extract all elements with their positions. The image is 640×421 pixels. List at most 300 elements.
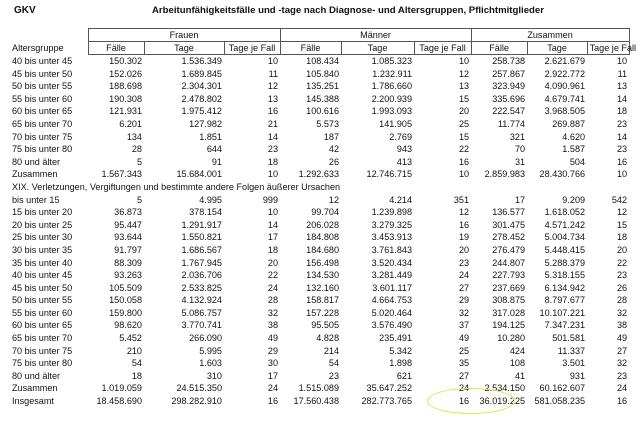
value-cell: 105.509 [109, 282, 142, 293]
value-cell: 136.577 [492, 207, 526, 218]
section-2-heading [12, 181, 629, 194]
value-cell: 3.279.325 [371, 219, 413, 230]
value-cell: 28.430.766 [539, 169, 586, 180]
value-cell: 1.587 [562, 144, 586, 155]
value-cell: 2.859.983 [484, 169, 526, 180]
value-cell: 413 [396, 156, 413, 167]
age-group-cell: Zusammen [12, 169, 58, 180]
value-cell: 4.664.753 [371, 295, 413, 306]
value-cell: 32 [458, 307, 470, 318]
value-cell: 3.520.434 [371, 257, 413, 268]
value-cell: 1.085.323 [371, 56, 413, 66]
value-cell: 5.448.415 [544, 244, 586, 255]
table-row [12, 194, 629, 207]
age-group-cell: Zusammen [12, 383, 58, 394]
value-cell: 54 [328, 358, 340, 369]
value-cell: 6.201 [119, 118, 142, 129]
value-cell: 5.318.155 [544, 270, 586, 281]
age-group-cell: 80 und älter [12, 156, 61, 167]
value-cell: 23 [267, 144, 279, 155]
age-group-cell: bis unter 15 [12, 194, 60, 205]
value-cell: 8.797.677 [544, 295, 586, 306]
value-cell: 18 [267, 244, 279, 255]
value-cell: 3.453.913 [371, 232, 413, 243]
age-group-cell: 70 bis unter 75 [12, 345, 73, 356]
age-group-cell: 65 bis unter 70 [12, 333, 73, 344]
value-cell: 10 [267, 207, 279, 218]
table-row [12, 257, 629, 270]
value-cell: 1.567.343 [101, 169, 142, 180]
age-group-cell: 60 bis unter 65 [12, 106, 73, 117]
table-row [12, 294, 629, 307]
value-cell: 278.452 [492, 232, 526, 243]
value-cell: 621 [396, 370, 413, 381]
value-cell: 134.530 [306, 270, 340, 281]
value-cell: 19 [458, 232, 470, 243]
section-heading: XIX. Verletzungen, Vergiftungen und bestimmte andere Folgen äußerer Ursachen [12, 181, 341, 192]
value-cell: 127.982 [189, 118, 222, 129]
value-cell: 1.993.093 [371, 106, 413, 117]
value-cell: 91.797 [114, 244, 142, 255]
value-cell: 266.090 [189, 333, 222, 344]
value-cell: 194.125 [492, 320, 526, 331]
title-row [0, 0, 640, 20]
table-header [12, 29, 637, 55]
value-cell: 4.620 [562, 131, 586, 142]
value-cell: 12 [458, 68, 470, 79]
value-cell: 3.761.843 [371, 244, 413, 255]
value-cell: 38 [267, 320, 279, 331]
value-cell: 23 [616, 270, 628, 281]
age-group-header: Altersgruppe [12, 43, 64, 53]
age-group-cell: 65 bis unter 70 [12, 118, 73, 129]
value-cell: 24 [267, 282, 279, 293]
value-cell: 18.458.690 [96, 396, 142, 407]
age-group-cell: 55 bis unter 60 [12, 307, 73, 318]
table-row [12, 269, 629, 282]
value-cell: 5.995 [199, 345, 222, 356]
sub-header-tage-je-fall: Tage je Fall [414, 42, 471, 55]
value-cell: 24 [458, 270, 470, 281]
table-row [12, 332, 629, 345]
value-cell: 321 [509, 131, 526, 142]
value-cell: 10 [458, 169, 470, 180]
value-cell: 17 [267, 370, 279, 381]
value-cell: 150.302 [109, 56, 142, 66]
value-cell: 16 [458, 156, 470, 167]
group-header-zusammen: Zusammen [471, 29, 629, 42]
value-cell: 5.452 [119, 333, 142, 344]
value-cell: 943 [396, 144, 413, 155]
value-cell: 301.475 [492, 219, 526, 230]
value-cell: 1.291.917 [181, 219, 222, 230]
value-cell: 10 [616, 169, 628, 180]
value-cell: 36.019.225 [479, 396, 526, 407]
value-cell: 20 [458, 244, 470, 255]
value-cell: 156.498 [306, 257, 340, 268]
value-cell: 10 [616, 56, 628, 66]
value-cell: 9.209 [562, 194, 586, 205]
value-cell: 18 [616, 232, 628, 243]
value-cell: 18 [616, 106, 628, 117]
value-cell: 108.434 [306, 56, 340, 66]
table-row [12, 93, 629, 106]
table-row [12, 370, 629, 383]
value-cell: 141.905 [379, 118, 413, 129]
value-cell: 210 [126, 345, 142, 356]
value-cell: 70 [514, 144, 526, 155]
value-cell: 335.696 [492, 93, 526, 104]
value-cell: 37 [458, 320, 470, 331]
value-cell: 282.773.765 [361, 396, 413, 407]
value-cell: 27 [458, 282, 470, 293]
group-header-row [12, 29, 629, 42]
value-cell: 88.309 [114, 257, 142, 268]
value-cell: 35 [458, 358, 470, 369]
value-cell: 999 [262, 194, 279, 205]
value-cell: 244.807 [492, 257, 526, 268]
value-cell: 23 [616, 370, 628, 381]
value-cell: 188.698 [109, 81, 142, 92]
value-cell: 501.581 [552, 333, 586, 344]
value-cell: 931 [569, 370, 586, 381]
value-cell: 1.851 [199, 131, 222, 142]
value-cell: 14 [267, 131, 279, 142]
value-cell: 105.840 [306, 68, 340, 79]
value-cell: 28 [616, 295, 628, 306]
value-cell: 30 [267, 358, 279, 369]
value-cell: 1.239.898 [371, 207, 413, 218]
value-cell: 22 [616, 257, 628, 268]
value-cell: 2.036.706 [181, 270, 222, 281]
value-cell: 14 [267, 219, 279, 230]
value-cell: 11 [268, 68, 279, 79]
value-cell: 49 [267, 333, 279, 344]
value-cell: 2.533.825 [181, 282, 222, 293]
value-cell: 187 [323, 131, 340, 142]
age-group-cell: 60 bis unter 65 [12, 320, 73, 331]
value-cell: 24.515.350 [176, 383, 222, 394]
value-cell: 36.873 [114, 207, 142, 218]
value-cell: 20 [616, 244, 628, 255]
value-cell: 23 [458, 257, 470, 268]
value-cell: 17 [267, 232, 279, 243]
value-cell: 184.808 [306, 232, 340, 243]
value-cell: 108 [509, 358, 526, 369]
value-cell: 3.501 [562, 358, 586, 369]
value-cell: 3.601.117 [372, 282, 413, 293]
sub-header-faelle: Fälle [471, 42, 527, 55]
value-cell: 28 [267, 295, 279, 306]
value-cell: 23 [616, 144, 628, 155]
value-cell: 24 [616, 383, 628, 394]
value-cell: 32 [267, 307, 279, 318]
sub-header-faelle: Fälle [280, 42, 341, 55]
value-cell: 12 [616, 207, 628, 218]
value-cell: 11.337 [557, 345, 586, 356]
table-row [12, 382, 629, 395]
value-cell: 134 [126, 131, 142, 142]
value-cell: 1.019.059 [101, 383, 142, 394]
value-cell: 1.618.052 [544, 207, 586, 218]
table-row [12, 118, 629, 131]
value-cell: 16 [458, 396, 470, 407]
value-cell: 20 [267, 257, 279, 268]
value-cell: 1.786.660 [371, 81, 413, 92]
value-cell: 95.447 [114, 219, 142, 230]
value-cell: 276.479 [492, 244, 526, 255]
value-cell: 11 [617, 68, 628, 79]
table-row [12, 357, 629, 370]
value-cell: 98.620 [114, 320, 142, 331]
value-cell: 18 [131, 370, 142, 381]
value-cell: 10 [458, 56, 470, 66]
value-cell: 5.288.379 [544, 257, 586, 268]
value-cell: 258.738 [492, 56, 526, 66]
value-cell: 3.281.449 [371, 270, 413, 281]
value-cell: 2.534.150 [484, 383, 526, 394]
value-cell: 323.949 [492, 81, 526, 92]
value-cell: 4.679.741 [544, 93, 586, 104]
value-cell: 2.304.301 [181, 81, 222, 92]
value-cell: 25 [458, 345, 470, 356]
value-cell: 257.867 [492, 68, 526, 79]
value-cell: 5 [136, 194, 142, 205]
value-cell: 4.571.242 [544, 219, 586, 230]
value-cell: 2.200.939 [371, 93, 413, 104]
section-1-body [12, 55, 629, 181]
value-cell: 1.689.845 [181, 68, 222, 79]
value-cell: 93.644 [114, 232, 142, 243]
value-cell: 504 [569, 156, 586, 167]
value-cell: 15.684.001 [176, 169, 222, 180]
value-cell: 5.004.734 [544, 232, 586, 243]
value-cell: 22 [458, 144, 470, 155]
value-cell: 24 [267, 383, 279, 394]
value-cell: 1.536.349 [181, 56, 222, 66]
age-group-cell: 50 bis unter 55 [12, 295, 73, 306]
value-cell: 1.232.911 [372, 68, 413, 79]
value-cell: 14 [616, 93, 628, 104]
value-cell: 16 [616, 396, 628, 407]
value-cell: 5 [136, 156, 142, 167]
value-cell: 145.388 [306, 93, 340, 104]
value-cell: 42 [328, 144, 340, 155]
value-cell: 1.292.633 [298, 169, 340, 180]
value-cell: 1.603 [199, 358, 222, 369]
sub-header-tage: Tage [341, 42, 414, 55]
table-row [12, 219, 629, 232]
value-cell: 542 [611, 194, 628, 205]
value-cell: 13 [616, 81, 628, 92]
value-cell: 17.560.438 [293, 396, 340, 407]
sub-header-faelle: Fälle [88, 42, 144, 55]
value-cell: 237.669 [492, 282, 526, 293]
table-row [12, 319, 629, 332]
value-cell: 13 [267, 93, 279, 104]
value-cell: 32 [616, 307, 628, 318]
value-cell: 23 [328, 370, 340, 381]
value-cell: 269.887 [552, 118, 586, 129]
group-header-maenner: Männer [280, 29, 471, 42]
value-cell: 21 [267, 118, 279, 129]
value-cell: 25 [458, 118, 470, 129]
sub-header-tage: Tage [144, 42, 224, 55]
value-cell: 13 [458, 81, 470, 92]
value-cell: 22 [267, 270, 279, 281]
value-cell: 26 [616, 282, 628, 293]
value-cell: 227.793 [492, 270, 526, 281]
value-cell: 91 [211, 156, 222, 167]
sub-header-row [12, 42, 629, 55]
value-cell: 644 [206, 144, 222, 155]
value-cell: 20 [458, 106, 470, 117]
table-row [12, 143, 629, 156]
value-cell: 12 [267, 81, 279, 92]
value-cell: 18 [267, 156, 279, 167]
value-cell: 121.931 [109, 106, 142, 117]
age-group-cell: 20 bis unter 25 [12, 219, 73, 230]
value-cell: 298.282.910 [171, 396, 222, 407]
value-cell: 3.968.505 [544, 106, 586, 117]
value-cell: 14 [616, 131, 628, 142]
value-cell: 28 [131, 144, 142, 155]
value-cell: 99.704 [311, 207, 340, 218]
value-cell: 32 [616, 358, 628, 369]
value-cell: 4.090.961 [544, 81, 586, 92]
table-row [12, 395, 629, 408]
value-cell: 222.547 [492, 106, 526, 117]
value-cell: 24 [458, 383, 470, 394]
value-cell: 2.922.772 [544, 68, 586, 79]
value-cell: 132.160 [306, 282, 340, 293]
value-cell: 3.576.490 [371, 320, 413, 331]
value-cell: 27 [616, 345, 628, 356]
age-group-cell: 40 bis unter 45 [12, 270, 73, 281]
value-cell: 10.107.221 [539, 307, 586, 318]
age-group-cell: 75 bis unter 80 [12, 358, 73, 369]
sub-header-tage-je-fall: Tage je Fall [224, 42, 280, 55]
value-cell: 15 [616, 219, 628, 230]
value-cell: 152.026 [109, 68, 142, 79]
value-cell: 424 [509, 345, 526, 356]
value-cell: 12 [458, 207, 470, 218]
table-row [12, 131, 629, 144]
table-row [12, 307, 629, 320]
value-cell: 60.162.607 [539, 383, 586, 394]
value-cell: 16 [267, 396, 279, 407]
value-cell: 27 [458, 370, 470, 381]
value-cell: 95.505 [311, 320, 340, 331]
value-cell: 351 [453, 194, 470, 205]
value-cell: 29 [267, 345, 279, 356]
header-spacer [12, 29, 88, 42]
table-row [12, 55, 629, 68]
table-row [12, 282, 629, 295]
table-row [12, 80, 629, 93]
value-cell: 1.975.412 [181, 106, 222, 117]
group-header-frauen: Frauen [88, 29, 280, 42]
value-cell: 38 [616, 320, 628, 331]
sub-header-tage-je-fall: Tage je Fall [587, 42, 629, 55]
value-cell: 2.478.802 [181, 93, 222, 104]
value-cell: 4.828 [316, 333, 340, 344]
age-group-cell: 50 bis unter 55 [12, 81, 73, 92]
value-cell: 184.680 [306, 244, 340, 255]
value-cell: 23 [616, 118, 628, 129]
sub-header-tage: Tage [527, 42, 587, 55]
age-group-cell: 35 bis unter 40 [12, 257, 73, 268]
table-row [12, 156, 629, 169]
table-row [12, 231, 629, 244]
value-cell: 10 [267, 169, 279, 180]
value-cell: 12 [328, 194, 340, 205]
value-cell: 5.573 [316, 118, 340, 129]
value-cell: 10.280 [497, 333, 526, 344]
value-cell: 5.020.464 [371, 307, 413, 318]
value-cell: 5.086.757 [181, 307, 222, 318]
value-cell: 35.647.252 [366, 383, 413, 394]
value-cell: 49 [616, 333, 628, 344]
value-cell: 11.774 [497, 118, 526, 129]
value-cell: 15 [458, 93, 470, 104]
value-cell: 3.770.741 [181, 320, 222, 331]
table-title: Arbeitunfähigkeitsfälle und -tage nach Diagnose- und Altersgruppen, Pflichtmitglieder [152, 5, 544, 16]
value-cell: 378.154 [189, 207, 222, 218]
age-group-cell: 45 bis unter 50 [12, 282, 73, 293]
age-group-cell: Insgesamt [12, 396, 54, 407]
value-cell: 4.132.924 [181, 295, 222, 306]
value-cell: 310 [206, 370, 222, 381]
value-cell: 150.058 [109, 295, 142, 306]
value-cell: 190.308 [109, 93, 142, 104]
value-cell: 235.491 [379, 333, 413, 344]
value-cell: 31 [514, 156, 526, 167]
value-cell: 5.342 [389, 345, 413, 356]
age-group-cell: 75 bis unter 80 [12, 144, 73, 155]
age-group-cell: 55 bis unter 60 [12, 93, 73, 104]
value-cell: 1.515.089 [298, 383, 340, 394]
section-2-body [12, 194, 629, 408]
statistics-table [12, 28, 637, 408]
value-cell: 4.214 [389, 194, 413, 205]
value-cell: 93.263 [114, 270, 142, 281]
value-cell: 100.616 [306, 106, 340, 117]
value-cell: 26 [328, 156, 340, 167]
value-cell: 49 [458, 333, 470, 344]
value-cell: 54 [131, 358, 142, 369]
table-row [12, 68, 629, 81]
value-cell: 1.686.567 [181, 244, 222, 255]
value-cell: 135.251 [306, 81, 340, 92]
value-cell: 214 [323, 345, 340, 356]
value-cell: 16 [267, 106, 279, 117]
value-cell: 41 [514, 370, 526, 381]
value-cell: 308.875 [492, 295, 526, 306]
age-group-cell: 40 bis unter 45 [12, 55, 73, 66]
age-group-cell: 30 bis unter 35 [12, 244, 73, 255]
value-cell: 16 [616, 156, 628, 167]
value-cell: 581.058.235 [534, 396, 586, 407]
value-cell: 158.817 [306, 295, 340, 306]
value-cell: 317.028 [492, 307, 526, 318]
age-group-cell: 80 und älter [12, 370, 61, 381]
section-heading-row [12, 181, 629, 194]
value-cell: 1.898 [389, 358, 413, 369]
value-cell: 29 [458, 295, 470, 306]
table-row [12, 345, 629, 358]
value-cell: 1.550.821 [181, 232, 222, 243]
